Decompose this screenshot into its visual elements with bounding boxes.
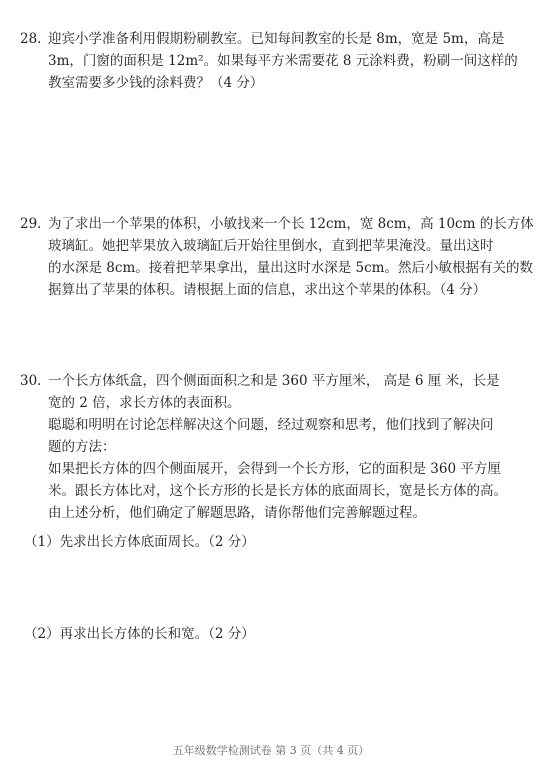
- question-30: [20, 370, 510, 524]
- question-28-line-3: 教室需要多少钱的涂料费？（4 分）: [48, 75, 264, 91]
- question-30-number: 30.: [20, 373, 42, 389]
- question-30-part-2: （2）再求出长方体的长和宽。（2 分）: [24, 626, 255, 642]
- question-30-line-5: 如果把长方体的四个侧面展开，会得到一个长方形，它的面积是 360 平方厘: [48, 461, 501, 477]
- question-29-line-1: 为了求出一个苹果的体积，小敏找来一个长 12cm，宽 8cm，高 10cm 的长方体: [48, 216, 534, 232]
- question-29-line-2: 玻璃缸。她把苹果放入玻璃缸后开始往里倒水，直到把苹果淹没。量出这时: [48, 238, 494, 254]
- question-30-line-6: 米。跟长方体比对，这个长方形的长是长方体的底面周长，宽是长方体的高。: [48, 483, 507, 499]
- question-30-line-7: 由上述分析，他们确定了解题思路，请你帮他们完善解题过程。: [48, 505, 426, 521]
- question-30-line-3: 聪聪和明明在讨论怎样解决这个问题，经过观察和思考，他们找到了解决问: [48, 417, 494, 433]
- question-30-line-1: 一个长方体纸盒，四个侧面面积之和是 360 平方厘米， 高是 6 厘 米，长是: [48, 373, 500, 389]
- question-28-line-1: 迎宾小学准备利用假期粉刷教室。已知每间教室的长是 8m，宽是 5m，高是: [48, 31, 505, 47]
- question-29-line-4: 据算出了苹果的体积。请根据上面的信息，求出这个苹果的体积。（4 分）: [48, 282, 487, 298]
- question-30-line-2: 宽的 2 倍，求长方体的表面积。: [48, 395, 241, 411]
- question-29-line-3: 的水深是 8cm。接着把苹果拿出，量出这时水深是 5cm。然后小敏根据有关的数: [48, 260, 533, 276]
- question-30-line-4: 题的方法：: [48, 439, 116, 455]
- question-28: [20, 28, 518, 94]
- page-footer: 五年级数学检测试卷 第 3 页（共 4 页）: [172, 744, 370, 757]
- question-29-number: 29.: [20, 216, 42, 232]
- question-28-line-2: 3m，门窗的面积是 12m²。如果每平方米需要花 8 元涂料费，粉刷一间这样的: [48, 53, 518, 69]
- question-29: [20, 213, 534, 301]
- question-30-part-1: （1）先求出长方体底面周长。（2 分）: [24, 534, 255, 550]
- question-28-number: 28.: [20, 31, 42, 47]
